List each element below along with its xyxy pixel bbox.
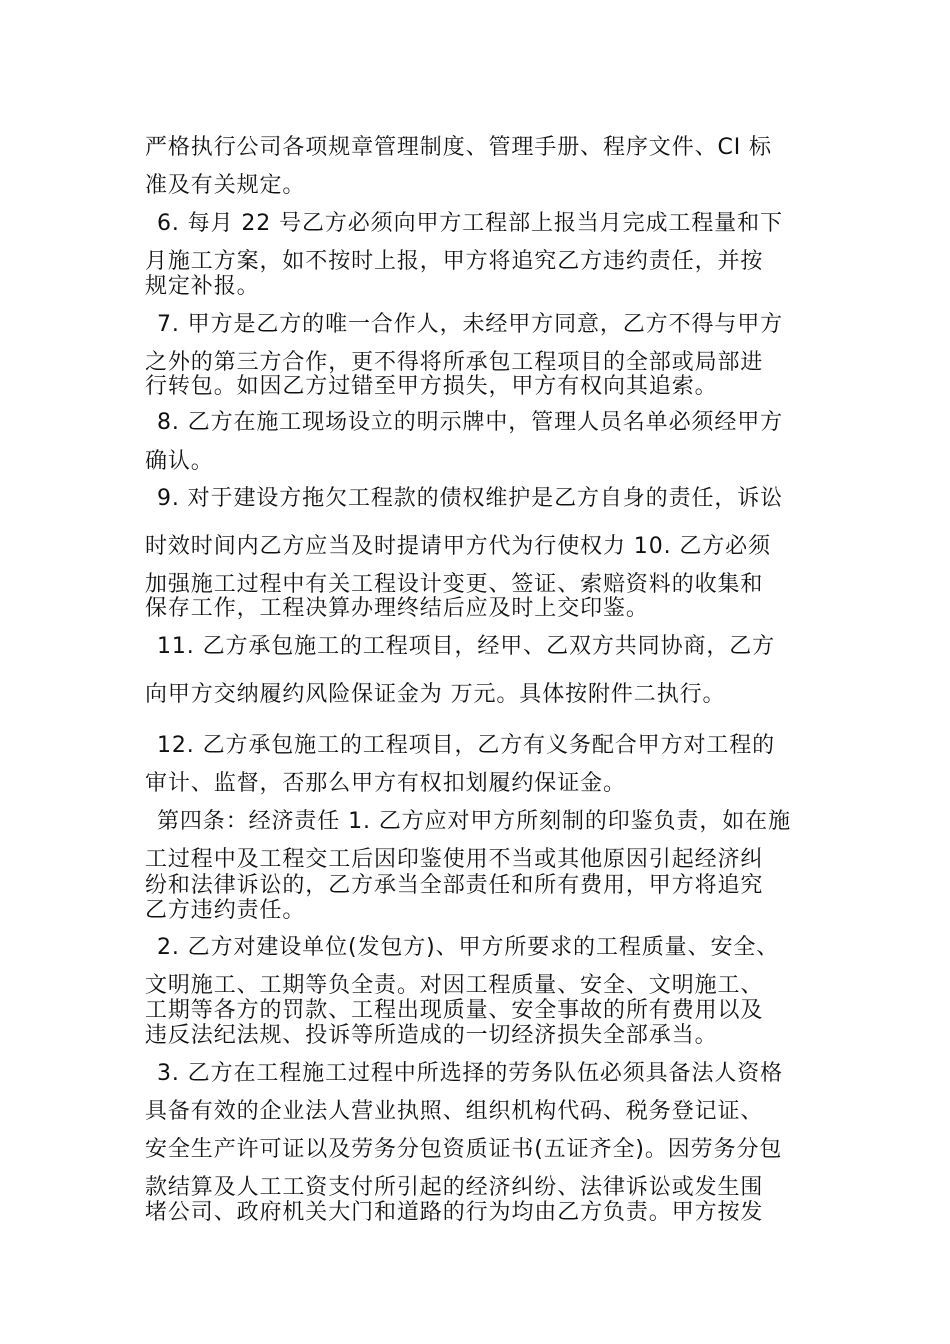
text-line: 行转包。如因乙方过错至甲方损失，甲方有权向其追索。 xyxy=(145,374,718,399)
text-line: 加强施工过程中有关工程设计变更、签证、索赔资料的收集和 xyxy=(145,572,764,597)
text-line: 严格执行公司各项规章管理制度、管理手册、程序文件、CI 标 xyxy=(145,135,772,160)
text-line: 工过程中及工程交工后因印鉴使用不当或其他原因引起经济纠 xyxy=(145,847,764,872)
text-line: 月施工方案，如不按时上报，甲方将追究乙方违约责任，并按 xyxy=(145,249,764,274)
text-line: 之外的第三方合作，更不得将所承包工程项目的全部或局部进 xyxy=(145,350,764,375)
text-line: 时效时间内乙方应当及时提请甲方代为行使权力 10. 乙方必须 xyxy=(145,534,771,559)
text-line: 规定补报。 xyxy=(145,274,260,299)
text-line: 纷和法律诉讼的，乙方承当全部责任和所有费用，甲方将追究 xyxy=(145,873,764,898)
text-line: 2. 乙方对建设单位(发包方)、甲方所要求的工程质量、安全、 xyxy=(157,935,780,960)
text-line: 3. 乙方在工程施工过程中所选择的劳务队伍必须具备法人资格 xyxy=(157,1061,784,1086)
text-line: 第四条：经济责任 1. 乙方应对甲方所刻制的印鉴负责，如在施 xyxy=(157,809,791,834)
text-line: 9. 对于建设方拖欠工程款的债权维护是乙方自身的责任，诉讼 xyxy=(157,486,784,511)
text-line: 违反法纪法规、投诉等所造成的一切经济损失全部承当。 xyxy=(145,1023,718,1048)
text-line: 审计、监督，否那么甲方有权扣划履约保证金。 xyxy=(145,771,626,796)
text-line: 6. 每月 22 号乙方必须向甲方工程部上报当月完成工程量和下 xyxy=(157,211,783,236)
text-line: 具备有效的企业法人营业执照、组织机构代码、税务登记证、 xyxy=(145,1099,764,1124)
text-line: 7. 甲方是乙方的唯一合作人，未经甲方同意，乙方不得与甲方 xyxy=(157,312,784,337)
text-line: 乙方违约责任。 xyxy=(145,898,306,923)
text-line: 8. 乙方在施工现场设立的明示牌中，管理人员名单必须经甲方 xyxy=(157,410,784,435)
text-line: 准及有关规定。 xyxy=(145,173,306,198)
text-line: 文明施工、工期等负全责。对因工程质量、安全、文明施工、 xyxy=(145,973,764,998)
text-line: 确认。 xyxy=(145,449,214,474)
text-line: 堵公司、政府机关大门和道路的行为均由乙方负责。甲方按发 xyxy=(145,1200,764,1225)
text-line: 安全生产许可证以及劳务分包资质证书(五证齐全)。因劳务分包 xyxy=(145,1137,783,1162)
text-line: 保存工作，工程决算办理终结后应及时上交印鉴。 xyxy=(145,596,649,621)
text-line: 工期等各方的罚款、工程出现质量、安全事故的所有费用以及 xyxy=(145,998,764,1023)
text-line: 11. 乙方承包施工的工程项目，经甲、乙双方共同协商，乙方 xyxy=(157,634,776,659)
text-line: 款结算及人工工资支付所引起的经济纠纷、法律诉讼或发生围 xyxy=(145,1175,764,1200)
text-line: 向甲方交纳履约风险保证金为 万元。具体按附件二执行。 xyxy=(145,682,726,707)
text-line: 12. 乙方承包施工的工程项目，乙方有义务配合甲方对工程的 xyxy=(157,733,776,758)
